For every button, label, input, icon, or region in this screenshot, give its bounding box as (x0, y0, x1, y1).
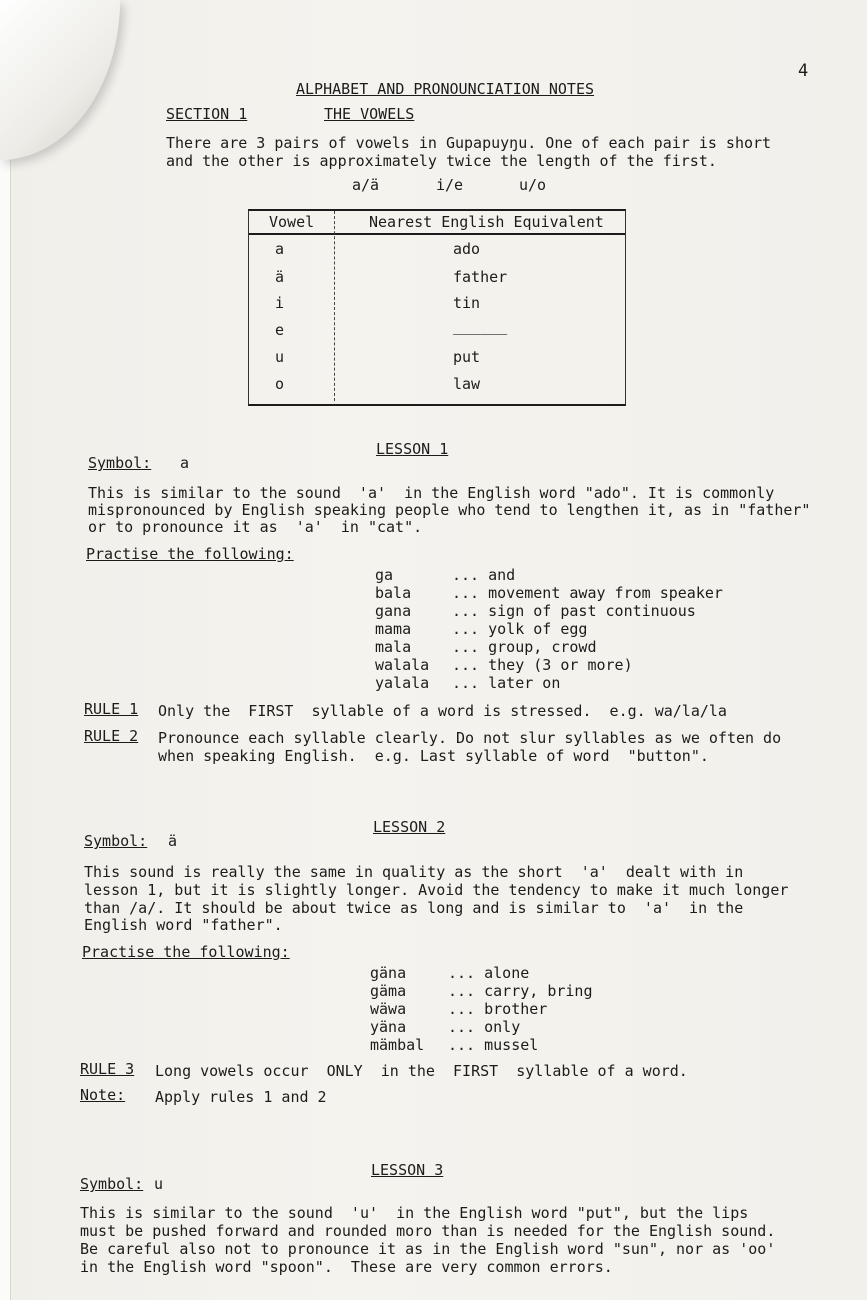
table-divider (334, 211, 335, 401)
table-cell-vowel: e (275, 321, 285, 339)
practice-word: mama (375, 620, 412, 638)
practice-meaning: ... sign of past continuous (452, 602, 696, 620)
symbol-value: u (154, 1175, 164, 1193)
rule-text: Pronounce each syllable clearly. Do not slur syllables as we often do (158, 729, 782, 747)
table-cell-vowel: i (275, 294, 285, 312)
symbol-value: a (180, 454, 190, 472)
practice-word: gana (375, 602, 412, 620)
lesson3-body-line: Be careful also not to pronounce it as in the English word "sun", nor as 'oo' (80, 1240, 776, 1258)
table-cell-vowel: a (275, 240, 285, 258)
vowel-pair: i/e (436, 176, 464, 194)
page-number: 4 (798, 61, 809, 81)
rule-label: RULE 1 (84, 700, 139, 718)
lesson-heading: LESSON 1 (376, 440, 449, 458)
practice-meaning: ... later on (452, 674, 561, 692)
lesson2-body-line: than /a/. It should be about twice as long and is similar to 'a' in the (84, 899, 744, 917)
page-title: ALPHABET AND PRONOUNCIATION NOTES (296, 80, 595, 98)
vowel-pair: u/o (519, 176, 547, 194)
section-name: THE VOWELS (324, 105, 415, 123)
practice-word: ga (375, 566, 394, 584)
intro-line-1: There are 3 pairs of vowels in Gupapuyŋu. One of each pair is short (166, 134, 772, 152)
table-cell-equivalent: law (453, 375, 481, 393)
symbol-value: ä (168, 832, 178, 850)
practice-meaning: ... group, crowd (452, 638, 597, 656)
practice-word: bala (375, 584, 412, 602)
practice-meaning: ... carry, bring (448, 982, 593, 1000)
lesson3-body-line: This is similar to the sound 'u' in the English word "put", but the lips (80, 1204, 749, 1222)
symbol-label: Symbol: (80, 1175, 144, 1193)
rule-text: Long vowels occur ONLY in the FIRST syllable of a word. (155, 1062, 688, 1080)
symbol-label: Symbol: (84, 832, 148, 850)
lesson3-body-line: in the English word "spoon". These are very common errors. (80, 1258, 613, 1276)
intro-line-2: and the other is approximately twice the length of the first. (166, 152, 717, 170)
table-cell-equivalent: tin (453, 294, 481, 312)
practice-word: yalala (375, 674, 430, 692)
table-cell-vowel: u (275, 348, 285, 366)
practice-word: walala (375, 656, 430, 674)
lesson1-body-line: mispronounced by English speaking people who tend to lengthen it, as in "father" (88, 501, 811, 519)
note-label: Note: (80, 1086, 126, 1104)
table-cell-equivalent: father (453, 268, 508, 286)
lesson2-body-line: English word "father". (84, 916, 283, 934)
practice-meaning: ... only (448, 1018, 521, 1036)
lesson2-body-line: This sound is really the same in quality as the short 'a' dealt with in (84, 863, 744, 881)
lesson1-body-line: This is similar to the sound 'a' in the English word "ado". It is commonly (88, 484, 775, 502)
lesson2-body-line: lesson 1, but it is slightly longer. Avoid the tendency to make it much longer (84, 881, 789, 899)
practice-meaning: ... they (3 or more) (452, 656, 633, 674)
lesson3-body-line: must be pushed forward and rounded moro than is needed for the English sound. (80, 1222, 776, 1240)
practice-meaning: ... alone (448, 964, 530, 982)
rule-text: Only the FIRST syllable of a word is stressed. e.g. wa/la/la (158, 702, 727, 720)
practice-meaning: ... and (452, 566, 516, 584)
rule-text: when speaking English. e.g. Last syllable of word "button". (158, 747, 709, 765)
left-binding-edge (0, 0, 11, 1300)
table-header: Vowel (269, 213, 315, 231)
practise-label: Practise the following: (82, 943, 290, 961)
practice-meaning: ... mussel (448, 1036, 539, 1054)
practice-meaning: ... yolk of egg (452, 620, 588, 638)
practice-meaning: ... brother (448, 1000, 548, 1018)
table-cell-vowel: ä (275, 268, 285, 286)
rule-label: RULE 2 (84, 727, 139, 745)
folded-page-corner (0, 0, 120, 160)
symbol-label: Symbol: (88, 454, 152, 472)
practise-label: Practise the following: (86, 545, 294, 563)
vowel-table (248, 209, 626, 406)
practice-word: gäma (370, 982, 407, 1000)
table-cell-equivalent: ado (453, 240, 481, 258)
section-label: SECTION 1 (166, 105, 248, 123)
lesson-heading: LESSON 2 (373, 818, 446, 836)
practice-meaning: ... movement away from speaker (452, 584, 723, 602)
practice-word: mala (375, 638, 412, 656)
vowel-pair: a/ä (352, 176, 380, 194)
table-cell-equivalent: ______ (453, 317, 508, 335)
practice-word: mämbal (370, 1036, 425, 1054)
table-cell-vowel: o (275, 375, 285, 393)
lesson-heading: LESSON 3 (371, 1161, 444, 1179)
practice-word: gäna (370, 964, 407, 982)
table-cell-equivalent: put (453, 348, 481, 366)
rule-label: RULE 3 (80, 1060, 135, 1078)
lesson1-body-line: or to pronounce it as 'a' in "cat". (88, 518, 423, 536)
practice-word: yäna (370, 1018, 407, 1036)
note-text: Apply rules 1 and 2 (155, 1088, 327, 1106)
table-header: Nearest English Equivalent (369, 213, 604, 231)
practice-word: wäwa (370, 1000, 407, 1018)
